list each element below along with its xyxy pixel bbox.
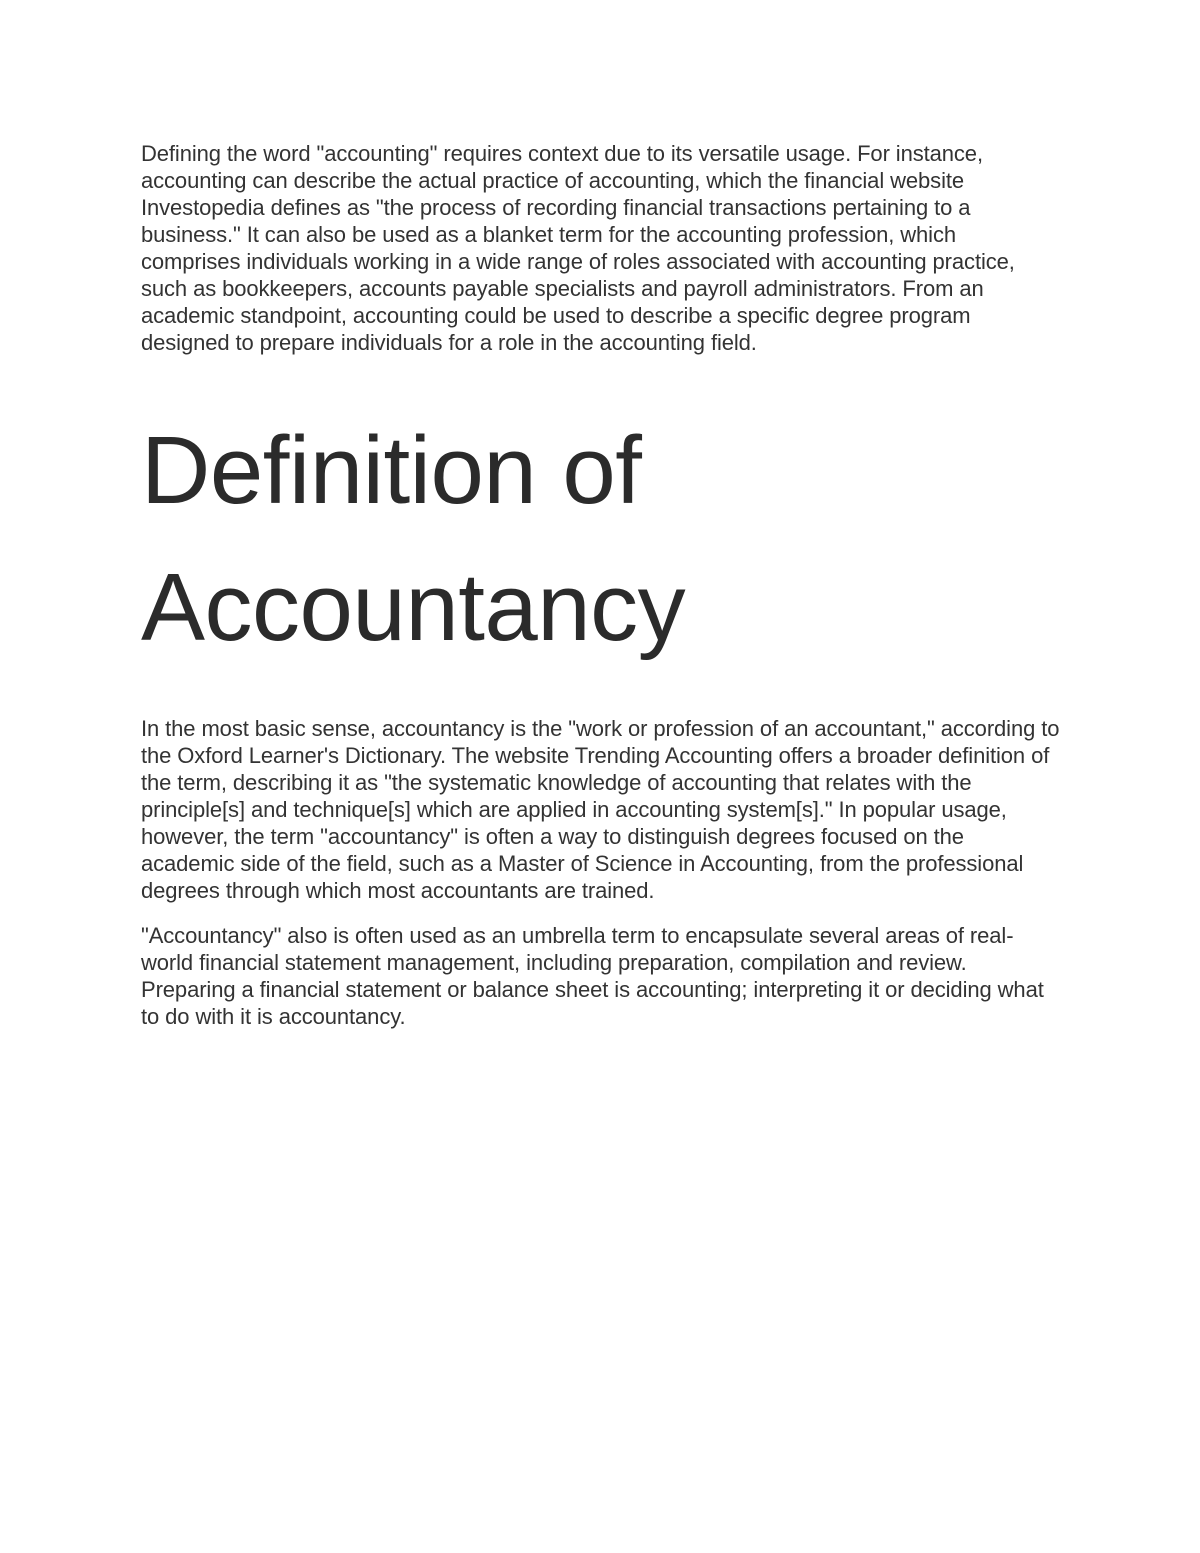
paragraph-accounting-definition: Defining the word "accounting" requires context due to its versatile usage. For instance, accounting can describe the actual practice of accounting, which the financial website Investopedia defines as "the process of recording financial transactions pertaining to a business." It can also be used as a blanket term for the accounting profession, which comprises individuals working in a wide range of roles associated with accounting practice, such as bookkeepers, accounts payable specialists and payroll administrators. From an academic standpoint, accounting could be used to describe a specific degree program designed to prepare individuals for a role in the accounting field. <box>141 141 1015 355</box>
heading-block <box>141 402 1061 676</box>
section-heading <box>141 402 1061 676</box>
paragraph-accountancy-umbrella: "Accountancy" also is often used as an umbrella term to encapsulate several areas of real-world financial statement management, including preparation, compilation and review. Preparing a financial statement or balance sheet is accounting; interpreting it or deciding what to do with it is accountancy. <box>141 923 1044 1029</box>
document-body <box>141 140 1061 1030</box>
heading-line-1: Definition of <box>141 417 642 524</box>
paragraph-accountancy-basic: In the most basic sense, accountancy is the "work or profession of an accountant," according to the Oxford Learner's Dictionary. The website Trending Accounting offers a broader definition of the term, describing it as "the systematic knowledge of accounting that relates with the principle[s] and technique[s] which are applied in accounting system[s]." In popular usage, however, the term "accountancy" is often a way to distinguish degrees focused on the academic side of the field, such as a Master of Science in Accounting, from the professional degrees through which most accountants are trained. <box>141 716 1060 903</box>
heading-line-2: Accountancy <box>141 554 686 661</box>
